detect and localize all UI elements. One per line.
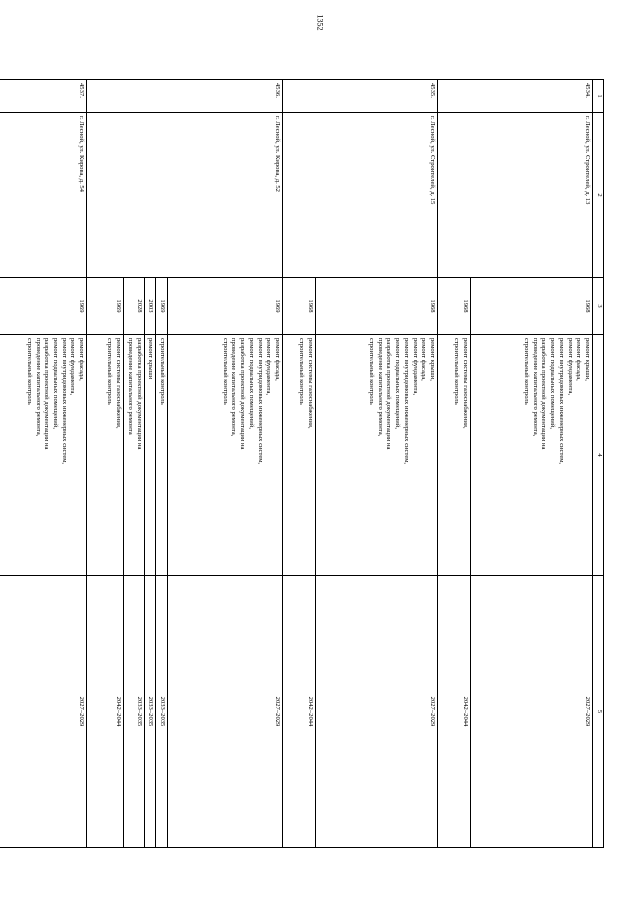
table-body	[0, 80, 593, 848]
build-year: 2028	[124, 278, 144, 335]
build-year: 1968	[283, 278, 316, 335]
header-col-4: 4	[593, 335, 604, 576]
work-item: ремонт системы газоснабжения,	[307, 338, 314, 429]
work-types	[156, 335, 168, 576]
work-types	[124, 335, 144, 576]
build-year: 1969	[0, 278, 87, 335]
page-number-text: 1352	[315, 14, 325, 31]
work-item: ремонт фундамента,	[69, 338, 77, 396]
work-item: ремонт крыши,	[584, 338, 591, 381]
work-types	[0, 335, 87, 576]
entry-address: г. Лесной, ул. Строителей, д. 15	[283, 113, 438, 278]
work-types	[438, 335, 471, 576]
repair-period: 2027–2029	[316, 576, 438, 848]
work-item: ремонт фасада,	[274, 338, 281, 381]
work-item: ремонт подвальных помещений,	[247, 338, 255, 429]
table-row	[316, 80, 438, 848]
work-item: ремонт фундамента,	[265, 338, 273, 396]
work-item: проведение капитального ремонта,	[376, 338, 384, 437]
work-item: ремонт системы газоснабжения,	[115, 338, 123, 429]
entry-address: г. Лесной, ул. Строителей, д. 13	[438, 113, 593, 278]
build-year: 2003	[144, 278, 156, 335]
work-item: строительный контроль	[453, 338, 461, 405]
page-number	[0, 12, 640, 30]
work-item: разработка проектной документации на	[43, 338, 51, 450]
header-col-2: 2	[593, 113, 604, 278]
work-types	[87, 335, 124, 576]
work-item: проведение капитального ремонта,	[230, 338, 238, 437]
work-item: ремонт подвальных помещений,	[394, 338, 402, 429]
repair-period: 2027–2029	[471, 576, 593, 848]
repair-period: 2027–2029	[168, 576, 283, 848]
work-item: строительный контроль	[368, 338, 376, 405]
work-item: ремонт внутридомовых инженерных систем,	[557, 338, 565, 465]
work-item: проведение капитального ремонта	[126, 338, 134, 435]
header-col-5: 5	[593, 576, 604, 848]
entry-number: 4537.	[0, 80, 87, 113]
rotated-table-area	[25, 79, 604, 847]
entry-number: 4535.	[283, 80, 438, 113]
build-year: 1969	[168, 278, 283, 335]
work-item: разработка проектной документации на	[135, 338, 143, 450]
build-year: 1968	[316, 278, 438, 335]
work-item: строительный контроль	[25, 338, 33, 405]
entry-address: г. Лесной, ул. Кирова, д. 54	[0, 113, 87, 278]
work-item: строительный контроль	[159, 338, 166, 405]
work-item: проведение капитального ремонта,	[531, 338, 539, 437]
build-year: 1968	[471, 278, 593, 335]
work-types	[316, 335, 438, 576]
repair-period: 2027–2029	[0, 576, 87, 848]
entry-number: 4536.	[87, 80, 283, 113]
table-row	[168, 80, 283, 848]
entry-number: 4534.	[438, 80, 593, 113]
work-types	[471, 335, 593, 576]
table-row	[471, 80, 593, 848]
work-item: строительный контроль	[221, 338, 229, 405]
work-types	[168, 335, 283, 576]
build-year: 1969	[156, 278, 168, 335]
table-row	[0, 80, 87, 848]
work-item: ремонт внутридомовых инженерных систем,	[256, 338, 264, 465]
build-year: 1968	[438, 278, 471, 335]
work-item: ремонт крыши,	[429, 338, 436, 381]
repair-period: 2042–2044	[283, 576, 316, 848]
work-item: разработка проектной документации на	[385, 338, 393, 450]
repair-period: 2033–2035	[156, 576, 168, 848]
work-item: ремонт подвальных помещений,	[549, 338, 557, 429]
work-item: строительный контроль	[106, 338, 114, 405]
repair-schedule-table	[0, 79, 604, 848]
work-item: строительный контроль	[298, 338, 306, 405]
work-item: ремонт внутридомовых инженерных систем,	[402, 338, 410, 465]
work-item: ремонт системы газоснабжения,	[462, 338, 469, 429]
work-item: разработка проектной документации на	[540, 338, 548, 450]
repair-period: 2033–2035	[124, 576, 144, 848]
column-number-row	[593, 80, 604, 848]
work-item: ремонт фасада,	[420, 338, 428, 381]
work-types	[144, 335, 156, 576]
work-item: ремонт фасада,	[78, 338, 86, 381]
repair-period: 2042–2044	[87, 576, 124, 848]
work-item: ремонт крыши	[147, 338, 155, 380]
work-item: разработка проектной документации на	[239, 338, 247, 450]
work-item: строительный контроль	[523, 338, 531, 405]
build-year: 1969	[87, 278, 124, 335]
work-item: ремонт подвальных помещений,	[52, 338, 60, 429]
repair-period: 2033–2035	[144, 576, 156, 848]
repair-period: 2042–2044	[438, 576, 471, 848]
work-item: ремонт фасада,	[575, 338, 583, 381]
header-col-1: 1	[593, 80, 604, 113]
work-item: ремонт внутридомовых инженерных систем,	[60, 338, 68, 465]
work-item: ремонт фундамента,	[411, 338, 419, 396]
header-col-3: 3	[593, 278, 604, 335]
entry-address: г. Лесной, ул. Кирова, д. 52	[87, 113, 283, 278]
work-item: проведение капитального ремонта,	[34, 338, 42, 437]
work-types	[283, 335, 316, 576]
table-rotation-wrapper	[25, 79, 604, 847]
work-item: ремонт фундамента,	[566, 338, 574, 396]
